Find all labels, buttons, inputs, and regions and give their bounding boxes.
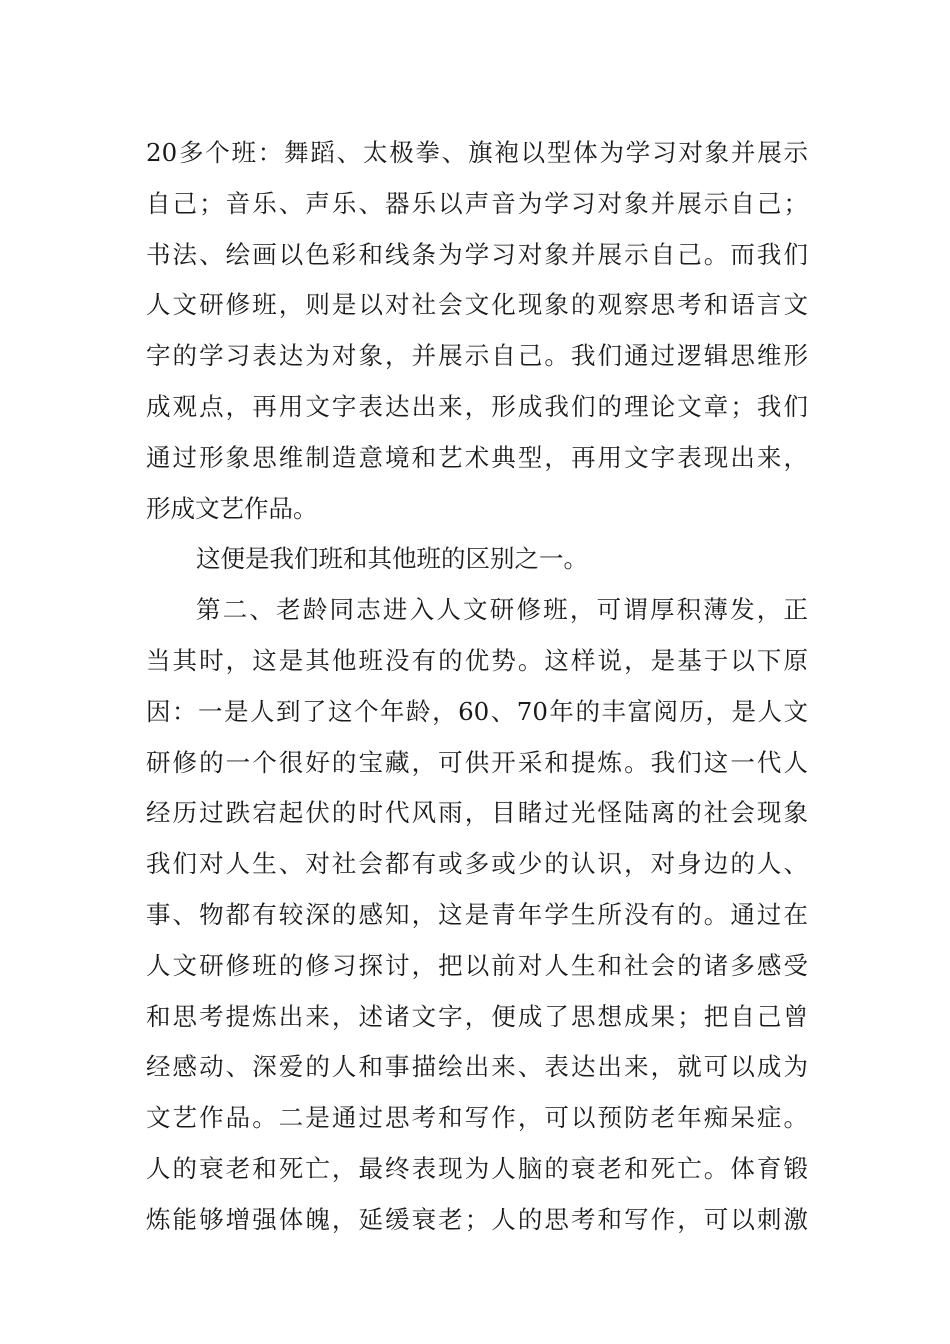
text-line: 我们对人生、对社会都有或多或少的认识，对身边的人、 — [146, 849, 808, 879]
text-line: 事、物都有较深的感知，这是青年学生所没有的。通过在 — [146, 899, 808, 929]
text-line: 经历过跌宕起伏的时代风雨，目睹过光怪陆离的社会现象 — [146, 798, 808, 828]
text-line: 人文研修班，则是以对社会文化现象的观察思考和语言文 — [146, 290, 808, 320]
paragraph-first-line: 这便是我们班和其他班的区别之一。 — [196, 544, 588, 574]
text-line: 炼能够增强体魄，延缓衰老；人的思考和写作，可以刺激 — [146, 1204, 808, 1234]
text-line: 研修的一个很好的宝藏，可供开采和提炼。我们这一代人 — [146, 747, 808, 777]
text-line: 文艺作品。二是通过思考和写作，可以预防老年痴呆症。 — [146, 1103, 808, 1133]
text-line: 成观点，再用文字表达出来，形成我们的理论文章；我们 — [146, 391, 808, 421]
text-line: 形成文艺作品。 — [146, 493, 318, 523]
text-line: 通过形象思维制造意境和艺术典型，再用文字表现出来， — [146, 442, 808, 472]
body-text — [146, 128, 808, 1246]
text-line: 自己；音乐、声乐、器乐以声音为学习对象并展示自己； — [146, 188, 808, 218]
text-line: 书法、绘画以色彩和线条为学习对象并展示自己。而我们 — [146, 239, 808, 269]
text-line: 和思考提炼出来，述诸文字，便成了思想成果；把自己曾 — [146, 1001, 808, 1031]
paragraph-first-line: 第二、老龄同志进入人文研修班，可谓厚积薄发，正 — [196, 595, 808, 625]
text-line: 经感动、深爱的人和事描绘出来、表达出来，就可以成为 — [146, 1052, 808, 1082]
text-line: 字的学习表达为对象，并展示自己。我们通过逻辑思维形 — [146, 341, 808, 371]
text-line: 人的衰老和死亡，最终表现为人脑的衰老和死亡。体育锻 — [146, 1153, 808, 1183]
text-line: 当其时，这是其他班没有的优势。这样说，是基于以下原 — [146, 645, 808, 675]
text-line: 20多个班：舞蹈、太极拳、旗袍以型体为学习对象并展示 — [146, 138, 808, 167]
text-line: 因：一是人到了这个年龄，60、70年的丰富阅历，是人文 — [146, 696, 808, 726]
text-line: 人文研修班的修习探讨，把以前对人生和社会的诸多感受 — [146, 950, 808, 980]
